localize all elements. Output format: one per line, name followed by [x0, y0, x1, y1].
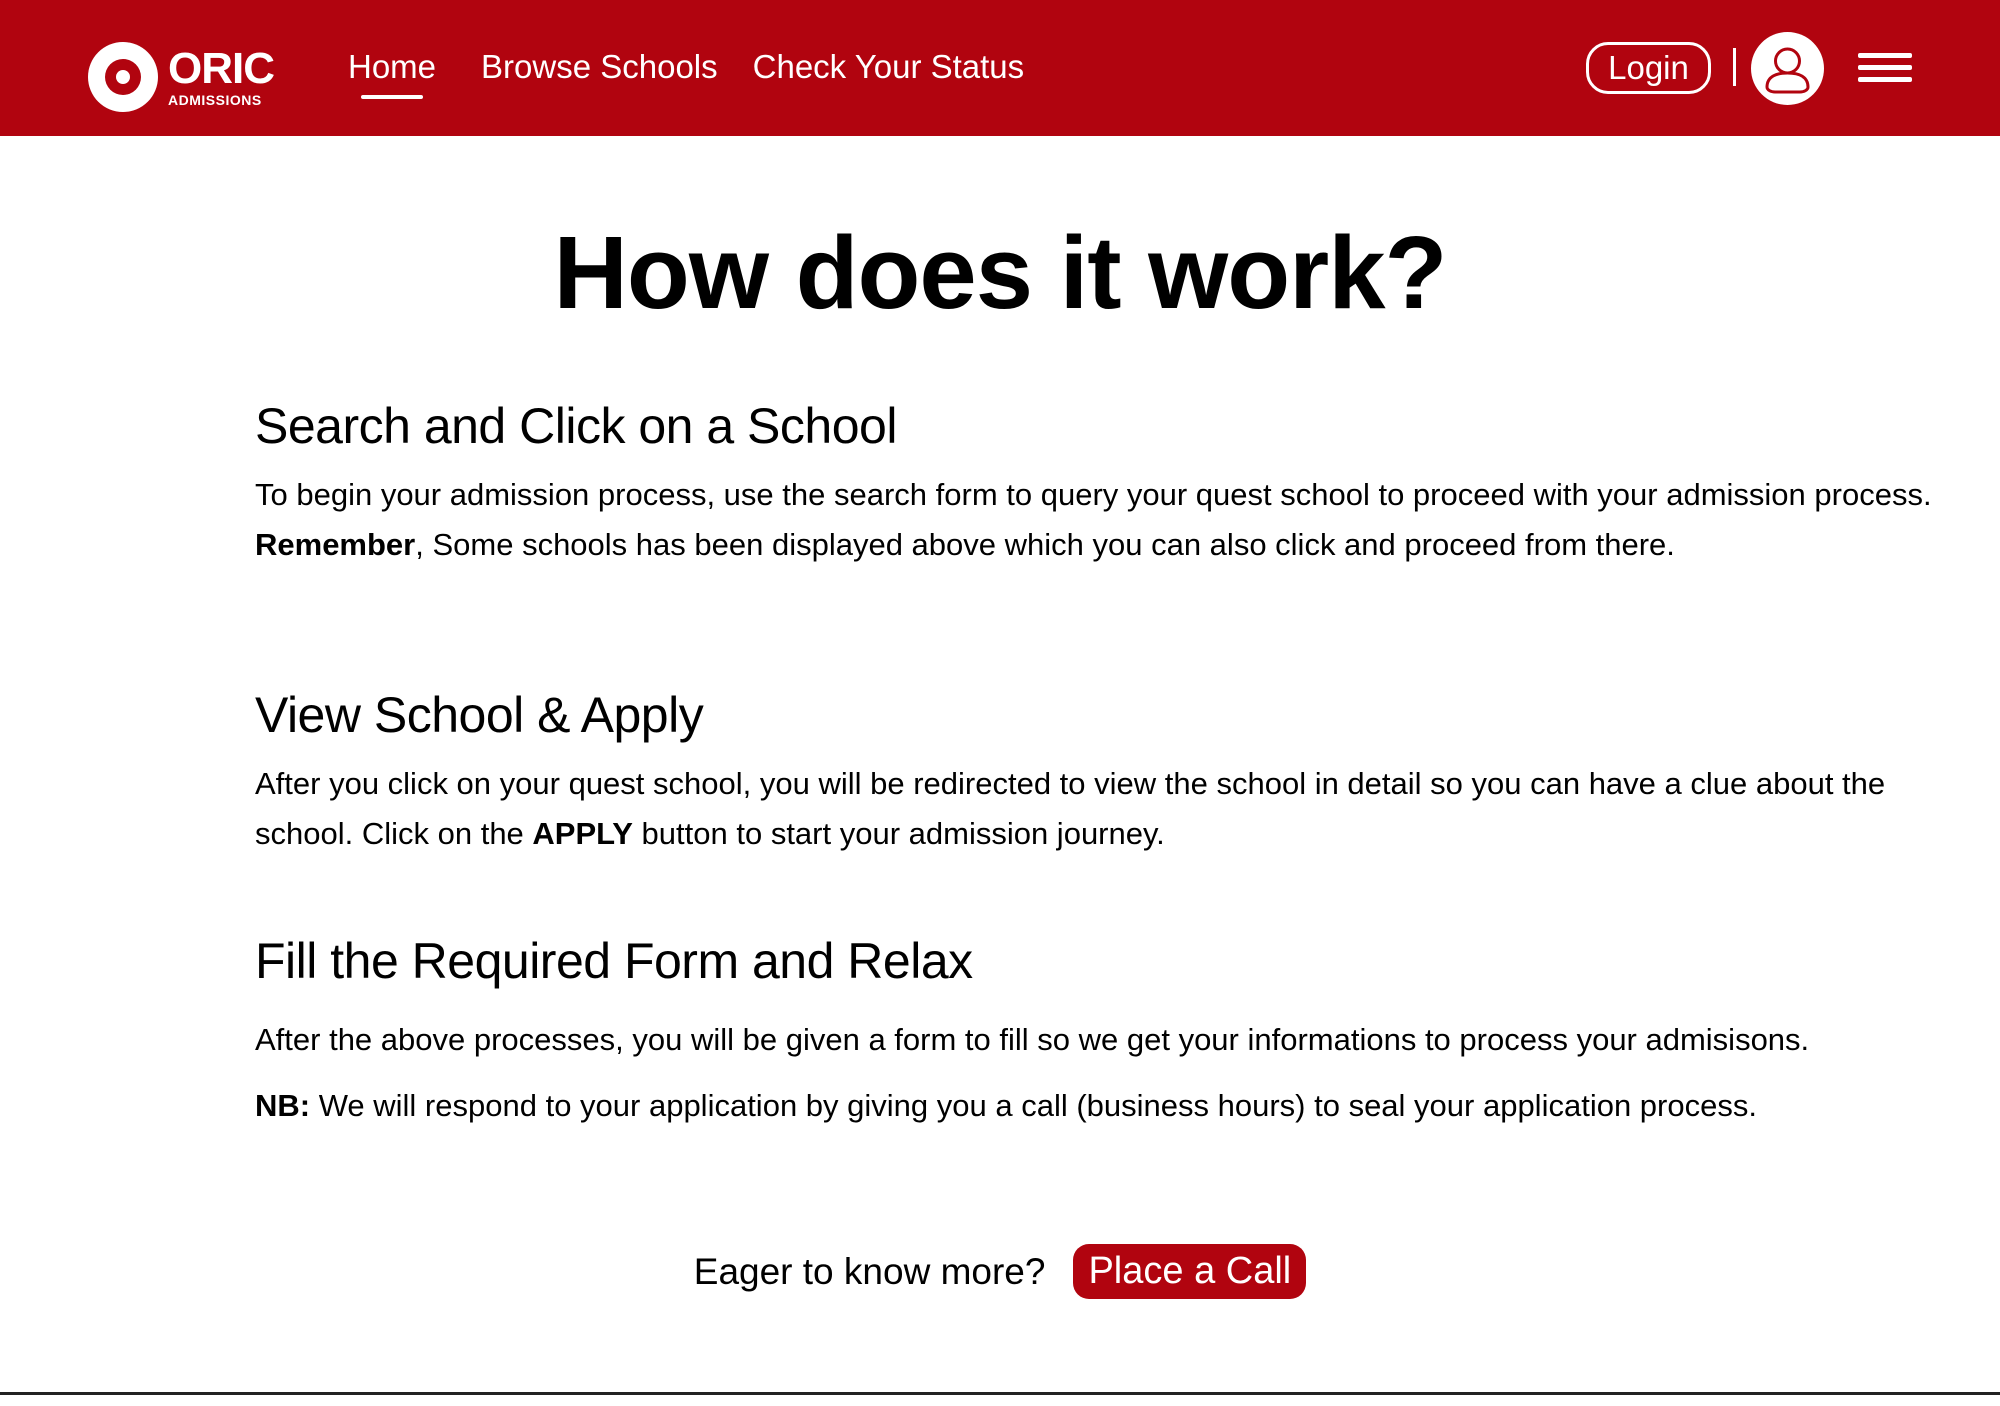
note-text: We will respond to your application by giving you a call (business hours) to seal your application process. — [310, 1087, 1757, 1123]
place-call-button[interactable]: Place a Call — [1073, 1244, 1306, 1299]
hamburger-menu-icon[interactable] — [1858, 53, 1912, 83]
user-icon — [1751, 32, 1824, 105]
user-avatar-button[interactable] — [1751, 32, 1824, 105]
step-heading: View School & Apply — [255, 687, 704, 743]
login-button[interactable]: Login — [1586, 42, 1711, 94]
logo-name: ORIC — [168, 44, 274, 93]
header-divider — [1733, 48, 1736, 86]
logo-text — [168, 44, 274, 108]
page-title: How does it work? — [553, 215, 1447, 330]
nav-home-link[interactable]: Home — [348, 48, 437, 85]
step-description — [255, 759, 1965, 859]
step-text: To begin your admission process, use the search form to query your quest school to proceed with your admission process. — [255, 476, 1932, 512]
step-text: After you click on your quest school, you will be redirected to view the school in detail so you can have a clue about the school. Click on the — [255, 765, 1886, 851]
nav-browse-schools-link[interactable]: Browse Schools — [481, 48, 718, 85]
step-description: After the above processes, you will be given a form to fill so we get your informations to process your admisisons. — [255, 1021, 1810, 1057]
oric-admissions-logo[interactable] — [88, 42, 274, 112]
logo-icon — [88, 42, 158, 112]
logo-subtitle: ADMISSIONS — [168, 92, 262, 108]
footer-divider — [0, 1392, 2000, 1395]
step-emphasis: Remember — [255, 526, 416, 562]
step-form-section — [255, 933, 1965, 1131]
nav-check-status-link[interactable]: Check Your Status — [752, 48, 1025, 85]
step-text: button to start your admission journey. — [632, 815, 1165, 851]
note-label: NB: — [255, 1087, 311, 1123]
call-to-action — [0, 1244, 2000, 1299]
cta-text: Eager to know more? — [693, 1250, 1046, 1292]
step-search-section — [255, 398, 1965, 570]
step-text: , Some schools has been displayed above which you can also click and proceed from there. — [415, 526, 1675, 562]
top-navigation-bar — [0, 0, 2000, 136]
step-emphasis: APPLY — [532, 815, 633, 851]
step-heading: Search and Click on a School — [255, 398, 897, 454]
step-heading: Fill the Required Form and Relax — [255, 933, 973, 989]
step-note — [255, 1081, 1965, 1131]
step-description — [255, 470, 1965, 570]
step-apply-section — [255, 687, 1965, 859]
main-nav — [348, 48, 1024, 86]
